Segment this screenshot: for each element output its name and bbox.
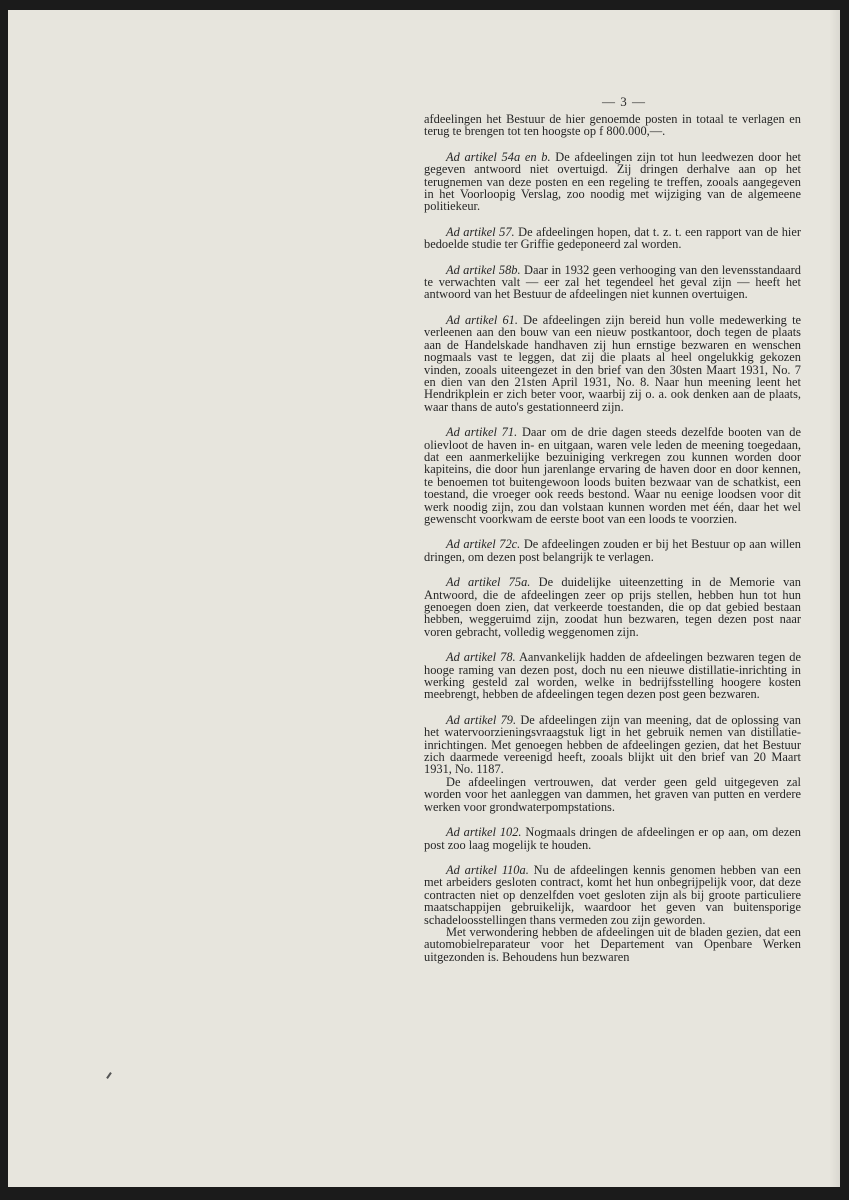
paragraph-11 bbox=[424, 826, 801, 851]
paragraph-text: Nu de afdeelingen kennis genomen hebben van een met arbeiders gesloten contract, komt het hun onbegrijpelijk voor, dat deze contracten niet op denzelfden voet gesloten zijn als bij groote particuliere maatschappijen gebruikelijk, waardoor het geven van buitensporige schadeloosstellingen thans vermeden zou zijn geworden. bbox=[424, 862, 802, 927]
paragraph-0 bbox=[424, 113, 801, 138]
pencil-mark bbox=[106, 1072, 112, 1079]
page-number: — 3 — bbox=[602, 94, 646, 109]
text-column bbox=[424, 113, 801, 976]
paragraph-text: De afdeelingen zijn van meening, dat de oplossing van het watervoorzieningsvraagstuk ligt in het gebruik nemen van distillatie-inrichtingen. Met genoegen hebben de afdeelingen gezien, dat het Bestuur zich daarmede vereenigd heeft, zooals blijkt uit den brief van 20 Maart 1931, No. 1187. bbox=[424, 712, 801, 777]
paragraph-13 bbox=[424, 926, 801, 963]
paragraph-text: De afdeelingen vertrouwen, dat verder geen geld uitgegeven zal worden voor het aanleggen van dammen, het graven van putten en verdere werken voor grondwaterpompstations. bbox=[424, 774, 801, 814]
article-heading: Ad artikel 102. bbox=[446, 825, 522, 840]
article-heading: Ad artikel 57. bbox=[446, 224, 515, 239]
paragraph-4 bbox=[424, 314, 801, 413]
paragraph-7 bbox=[424, 576, 801, 638]
paragraph-9 bbox=[424, 714, 801, 776]
article-heading: Ad artikel 71. bbox=[446, 425, 518, 440]
paragraph-text: Nogmaals dringen de afdeelingen er op aan, om dezen post zoo laag mogelijk te houden. bbox=[424, 825, 801, 852]
paragraph-3 bbox=[424, 264, 801, 301]
paragraph-text: De afdeelingen zijn bereid hun volle medewerking te verleenen aan den bouw van een nieuw postkantoor, doch tegen de plaats aan de Handelskade handhaven zij hun ernstige bezwaren en wenschen nogmaals vast te leggen, dat zij die plaats al heel ongelukkig gekozen vinden, zooals uiteengezet in den brief van den 30sten Maart 1931, No. 7 en dien van den 21sten April 1931, No. 8. Naar hun meening leent het Hendrikplein er zich beter voor, waarbij zij o. a. ook denken aan de plaats, waar thans de auto's gestationneerd zijn. bbox=[424, 312, 802, 414]
paragraph-8 bbox=[424, 651, 801, 701]
paragraph-text: Daar in 1932 geen verhooging van den levensstandaard te verwachten valt — eer zal het tegendeel het geval zijn — heeft het antwoord van het Bestuur de afdeelingen niet kunnen overtuigen. bbox=[424, 262, 801, 302]
article-heading: Ad artikel 72c. bbox=[446, 537, 521, 552]
article-heading: Ad artikel 78. bbox=[446, 650, 516, 665]
paragraph-text: Aanvankelijk hadden de afdeelingen bezwaren tegen de hooge raming van dezen post, doch nu een nieuwe distillatie-inrichting in werking gesteld zal worden, welke in bedrijfsstelling hoogere kosten meebrengt, hebben de afdeelingen tegen dezen post geen bezwaren. bbox=[424, 650, 801, 702]
document-page bbox=[8, 10, 840, 1187]
paragraph-text: De afdeelingen zouden er bij het Bestuur op aan willen dringen, om dezen post belangrijk te verlagen. bbox=[424, 537, 801, 564]
paragraph-6 bbox=[424, 538, 801, 563]
paragraph-text: De afdeelingen hopen, dat t. z. t. een rapport van de hier bedoelde studie ter Griffie gedeponeerd zal worden. bbox=[424, 224, 801, 252]
article-heading: Ad artikel 110a. bbox=[446, 862, 529, 877]
paragraph-10 bbox=[424, 776, 801, 813]
paragraph-1 bbox=[424, 151, 801, 213]
page-edge-shadow bbox=[830, 10, 840, 1187]
paragraph-5 bbox=[424, 426, 801, 525]
article-heading: Ad artikel 79. bbox=[446, 712, 517, 727]
paragraph-text: Met verwondering hebben de afdeelingen uit de bladen gezien, dat een automobielreparateur voor het Departement van Openbare Werken uitgezonden is. Behoudens hun bezwaren bbox=[424, 924, 801, 964]
paragraph-text: afdeelingen het Bestuur de hier genoemde posten in totaal te verlagen en terug te brengen tot ten hoogste op f 800.000,—. bbox=[424, 112, 801, 139]
paragraph-text: De afdeelingen zijn tot hun leedwezen door het gegeven antwoord niet overtuigd. Zij dringen derhalve aan op het terugnemen van deze posten en een regeling te treffen, zooals aangegeven in het Voorloopig Verslag, zoo noodig met wijziging van de algemeene politiekeur. bbox=[424, 149, 801, 214]
article-heading: Ad artikel 54a en b. bbox=[446, 149, 551, 164]
paragraph-2 bbox=[424, 226, 801, 251]
article-heading: Ad artikel 58b. bbox=[446, 262, 521, 277]
paragraph-12 bbox=[424, 864, 801, 926]
article-heading: Ad artikel 61. bbox=[446, 312, 518, 327]
paragraph-text: De duidelijke uiteenzetting in de Memorie van Antwoord, die de afdeelingen zeer op prijs stellen, hebben hun tot hun genoegen doen zien, dat verkeerde toestanden, die op dat gebied bestaan hebben, weggeruimd zijn, zoodat hun bezwaren, tegen dezen post naar voren gebracht, volledig weggenomen zijn. bbox=[424, 575, 801, 639]
article-heading: Ad artikel 75a. bbox=[446, 575, 531, 590]
paragraph-text: Daar om de drie dagen steeds dezelfde booten van de olievloot de haven in- en uitgaan, waren vele leden de meening toegedaan, dat een aanmerkelijke bezuiniging verkregen zou kunnen worden door kapiteins, die door hun jarenlange ervaring de haven door en door kennen, te benoemen tot buitengewoon loods buiten bezwaar van de schatkist, een toestand, die vroeger ook reeds bestond. Waar nu eenige loodsen voor dit werk noodig zijn, zou dan volstaan kunnen worden met één, daar het wel gewenscht voorkwam de eerste boot van een loods te voorzien. bbox=[424, 425, 801, 526]
